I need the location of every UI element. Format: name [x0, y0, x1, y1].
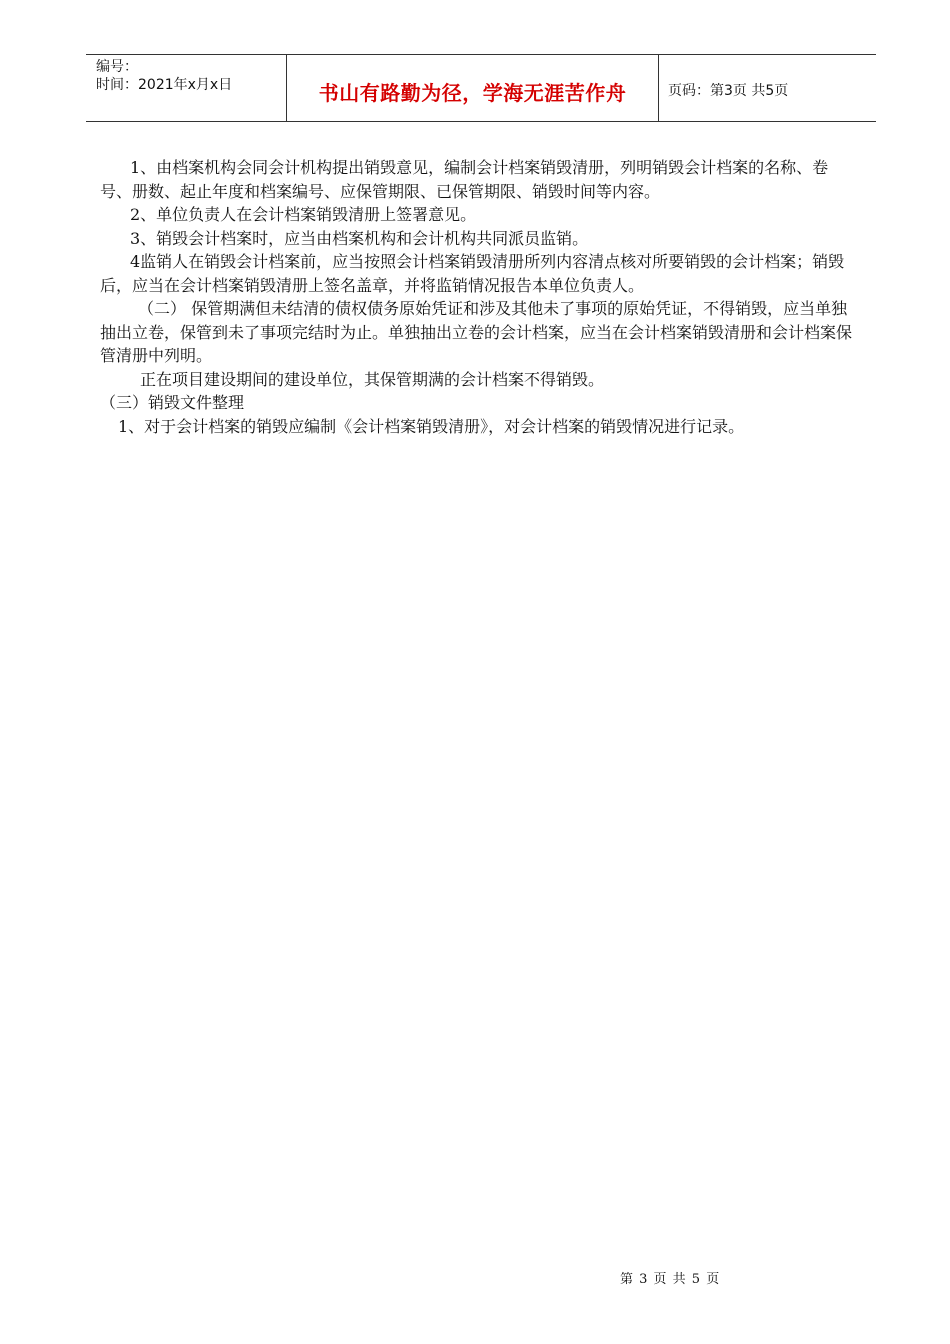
paragraph-2: 2、单位负责人在会计档案销毁清册上签署意见。 — [130, 205, 477, 224]
paragraph-5: （二） 保管期满但未结清的债权债务原始凭证和涉及其他未了事项的原始凭证，不得销毁，应当单独抽出立卷，保管到未了事项完结时为止。单独抽出立卷的会计档案，应当在会计档案销毁清册和会计档案保管清册中列明。 — [100, 299, 853, 365]
section-heading: （三）销毁文件整理 — [100, 393, 245, 412]
header-motto: 书山有路勤为径，学海无涯苦作舟 — [287, 55, 659, 121]
header-page-info: 页码：第3页 共5页 — [668, 83, 789, 99]
document-body — [100, 156, 852, 438]
document-code-label: 编号： — [96, 59, 138, 75]
paragraph-3: 3、销毁会计档案时，应当由档案机构和会计机构共同派员监销。 — [130, 228, 589, 248]
page-header — [86, 54, 876, 122]
paragraph-4: 4监销人在销毁会计档案前，应当按照会计档案销毁清册所列内容清点核对所要销毁的会计档案；销毁后，应当在会计档案销毁清册上签名盖章，并将监销情况报告本单位负责人。 — [100, 252, 845, 295]
paragraph-6: 正在项目建设期间的建设单位，其保管期满的会计档案不得销毁。 — [140, 369, 605, 389]
paragraph-7: 1、对于会计档案的销毁应编制《会计档案销毁清册》，对会计档案的销毁情况进行记录。 — [118, 416, 745, 436]
document-time-label: 时间：2021年x月x日 — [96, 77, 233, 93]
page-footer: 第 3 页 共 5 页 — [620, 1272, 721, 1287]
header-meta — [86, 55, 287, 121]
paragraph-1: 1、由档案机构会同会计机构提出销毁意见，编制会计档案销毁清册，列明销毁会计档案的名称、卷号、册数、起止年度和档案编号、应保管期限、已保管期限、销毁时间等内容。 — [100, 158, 829, 201]
